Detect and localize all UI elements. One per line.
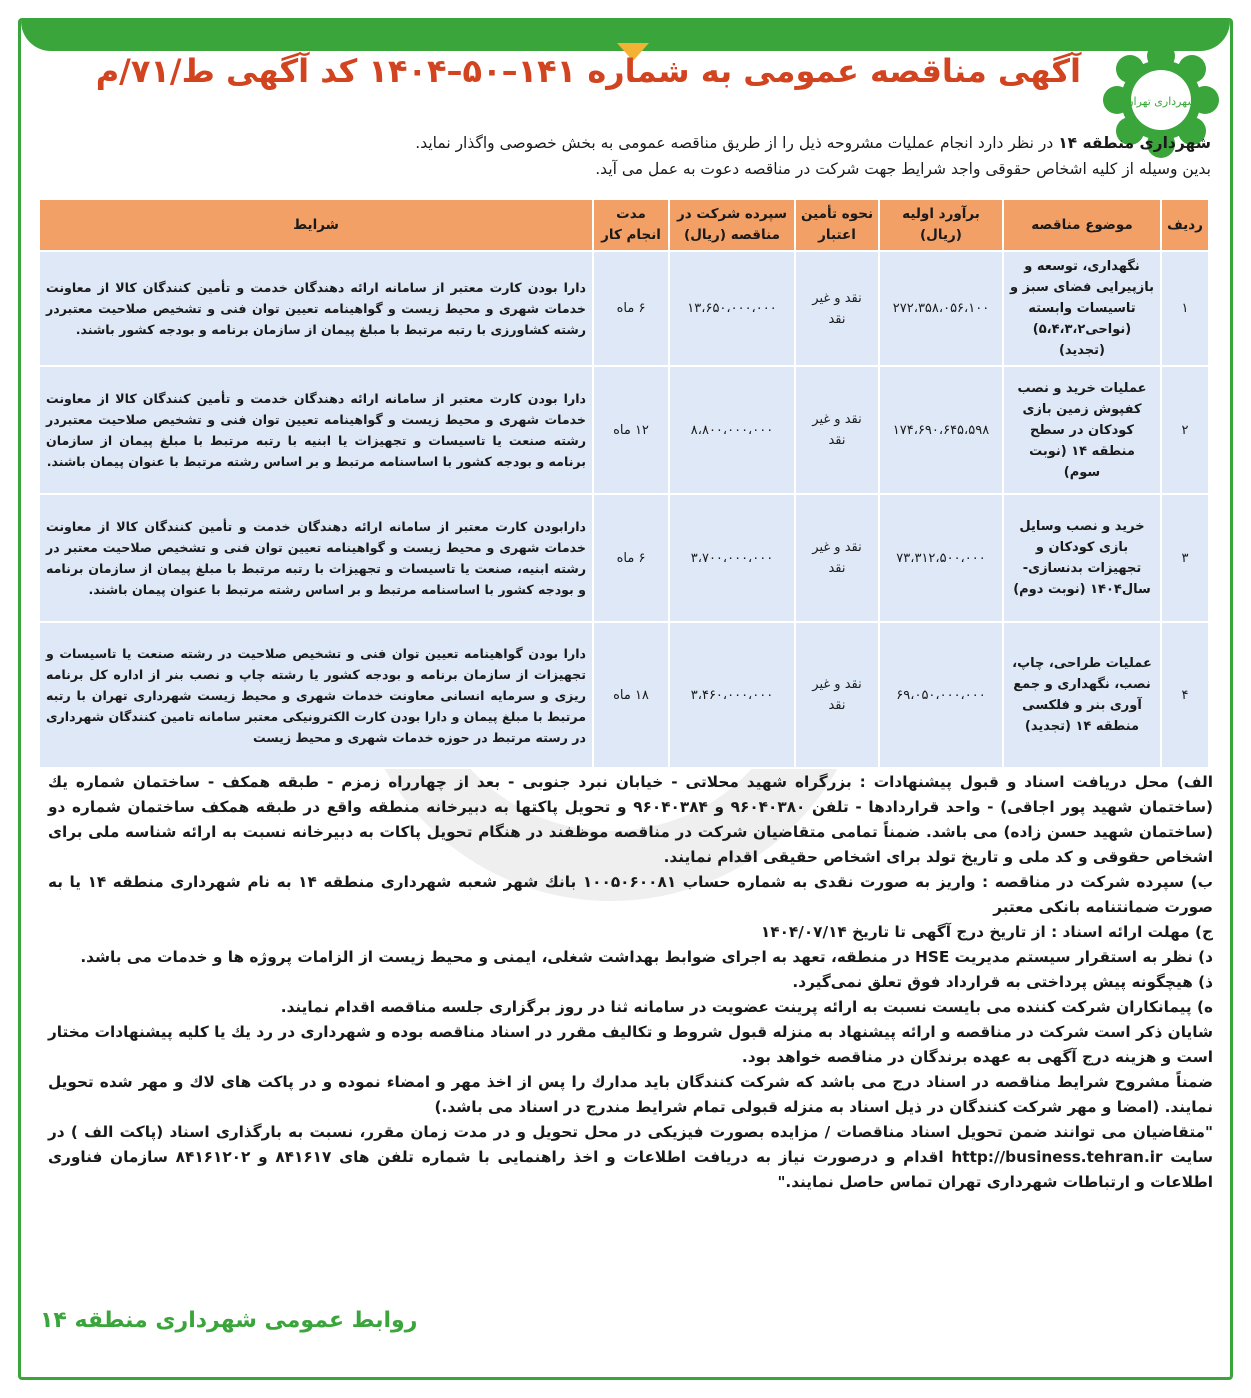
section-dal: د) نظر به استقرار سیستم مدیریت HSE در منطقه، تعهد به اجرای ضوابط بهداشت شغلی، ایمنی و محیط زیست از الزامات پروژه ها و خدمات می باشد. [80,948,1213,966]
section-be-text: واریز به صورت نقدی به شماره حساب ۱۰۰۵۰۶۰۰۸۱ بانك شهر شعبه شهرداری منطقه ۱۴ به نام شهرداری منطقه ۱۴ یا به صورت ضمانتنامه بانکی معتبر [48,873,1213,916]
cell-funding: نقد و غیر نقد [795,366,879,494]
cell-deposit: ۸،۸۰۰،۰۰۰،۰۰۰ [669,366,795,494]
cell-subject: عملیات خرید و نصب کفپوش زمین بازی کودکان در سطح منطقه ۱۴ (نوبت سوم) [1003,366,1161,494]
cell-subject: خرید و نصب وسایل بازی کودکان و تجهیزات بدنسازی- سال۱۴۰۴ (نوبت دوم) [1003,494,1161,622]
section-be [48,870,1213,920]
cell-conditions: دارابودن کارت معتبر از سامانه ارائه دهندگان خدمت و تأمین کنندگان کالا از معاونت خدمات شهری و محیط زیست و گواهینامه تعیین توان فنی و تشخیص صلاحیت معتبر در رشته ابنیه، صنعت یا تاسیسات و تجهیزات با رتبه مرتبط با مبلغ پیمان از سازمان برنامه و بودجه کشور با اساسنامه مرتبط و بر اساس رشته مرتبط با عنوان پیمان باشند. [39,494,593,622]
header-deposit: سپرده شرکت در مناقصه (ریال) [669,199,795,251]
cell-subject: عملیات طراحی، چاپ، نصب، نگهداری و جمع آوری بنر و فلکسی منطقه ۱۴ (تجدید) [1003,622,1161,768]
cell-duration: ۶ ماه [593,251,669,366]
section-jim [48,920,1213,945]
note-3: "متقاضیان می توانند ضمن تحویل اسناد مناقصات / مزایده بصورت فیزیکی در محل تحویل و در مدت زمان مقرر، نسبت به بارگذاری اسناد (پاکت الف ) در سایت http://business.tehran.ir اقدام و درصورت نیاز به دریافت اطلاعات و اخذ راهنمایی با شماره تلفن های ۸۴۱۶۱۷ و ۸۴۱۶۱۲۰۲ سازمان فناوری اطلاعات و ارتباطات شهرداری تهران تماس حاصل نمایند." [48,1123,1213,1191]
intro-org: شهرداری منطقه ۱۴ [1058,134,1211,152]
page-title [95,52,1081,90]
cell-estimate: ۱۷۴،۶۹۰،۶۴۵،۵۹۸ [879,366,1003,494]
section-zal: ذ) هیچگونه پیش پرداختی به قرارداد فوق تعلق نمی‌گیرد. [792,973,1213,991]
cell-conditions: دارا بودن کارت معتبر از سامانه ارائه دهندگان خدمت و تأمین کنندگان کالا از معاونت خدمات شهری و محیط زیست و گواهینامه تعیین توان فنی و تشخیص صلاحیت معتبردر رشته کشاورزی با رتبه مرتبط با مبلغ پیمان از سازمان برنامه و بودجه کشور باشند. [39,251,593,366]
section-jim-label: ج) مهلت ارائه اسناد : [1051,923,1213,941]
cell-conditions: دارا بودن کارت معتبر از سامانه ارائه دهندگان خدمت و تأمین کنندگان کالا از معاونت خدمات شهری و محیط زیست و گواهینامه تعیین توان فنی و تشخیص صلاحیت معتبردر رشته صنعت یا تاسیسات و تجهیزات یا ابنیه با رتبه مرتبط با مبلغ پیمان از سازمان برنامه و بودجه کشور با اساسنامه مرتبط و بر اساس رشته مرتبط با عنوان پیمان باشند. [39,366,593,494]
cell-subject: نگهداری، توسعه و بازپیرایی فضای سبز و تاسیسات وابسته (نواحی۵،۴،۳،۲) (تجدید) [1003,251,1161,366]
tender-table [38,198,1210,769]
cell-funding: نقد و غیر نقد [795,494,879,622]
section-alef-label: الف) محل دریافت اسناد و قبول پیشنهادات : [859,773,1213,791]
cell-conditions: دارا بودن گواهینامه تعیین توان فنی و تشخیص صلاحیت در رشته صنعت یا تاسیسات و تجهیزات از سازمان برنامه و بودجه کشور یا رشته چاپ و نصب بنر از اداره کل برنامه ریزی و سرمایه انسانی معاونت خدمات شهری و محیط زیست شهرداری تهران با رتبه مرتبط با مبلغ پیمان و دارا بودن کارت الکترونیکی معتبر سامانه تامین کنندگان شهرداری در رسته مرتبط در حوزه خدمات شهری و محیط زیست [39,622,593,768]
cell-duration: ۶ ماه [593,494,669,622]
intro-paragraph [81,130,1211,182]
note-1: شایان ذکر است شرکت در مناقصه و ارائه پیشنهاد به منزله قبول شروط و تکالیف مقرر در اسناد مناقصه بوده و شهرداری در رد یك یا کلیه پیشنهادات مختار است و هزینه درج آگهی به عهده برندگان در مناقصه خواهد بود. [48,1023,1213,1066]
cell-duration: ۱۸ ماه [593,622,669,768]
table-row [39,622,1209,768]
section-he: ه) پیمانکاران شرکت کننده می بایست نسبت به ارائه پرینت عضویت در سامانه ثنا در روز برگزاری جلسه مناقصه اقدام نمایند. [280,998,1213,1016]
cell-estimate: ۶۹،۰۵۰،۰۰۰،۰۰۰ [879,622,1003,768]
section-alef [48,770,1213,870]
public-relations-signature: روابط عمومی شهرداری منطقه ۱۴ [40,1308,418,1333]
section-alef-text: بزرگراه شهید محلاتی - خیابان نبرد جنوبی - بعد از چهارراه زمزم - طبقه همکف - ساختمان شماره یك (ساختمان شهید پور اجاقی) - واحد قراردادها - تلفن ۹۶۰۴۰۳۸۰ و ۹۶۰۴۰۳۸۴ و تحویل پاکتها به دبیرخانه منطقه واقع در طبقه همکف ساختمان شماره دو (ساختمان شهید حسن زاده) می باشد. ضمناً تمامی متقاضیان شرکت در مناقصه موظفند در هنگام تحویل پاکات به دبیرخانه نسبت به ارائه شناسه ملی برای اشخاص حقوقی و کد ملی و تاریخ تولد برای اشخاص حقیقی اقدام نمایند. [48,773,1213,866]
cell-estimate: ۲۷۲،۳۵۸،۰۵۶،۱۰۰ [879,251,1003,366]
cell-row-number: ۱ [1161,251,1209,366]
title-text: آگهی مناقصه عمومی به شماره ۱۴۱–۵۰–۱۴۰۴ کد آگهی ط/۷۱/م [95,52,1081,90]
cell-funding: نقد و غیر نقد [795,251,879,366]
notice-body [48,770,1213,1195]
cell-estimate: ۷۳،۳۱۲،۵۰۰،۰۰۰ [879,494,1003,622]
table-row [39,251,1209,366]
cell-deposit: ۱۳،۶۵۰،۰۰۰،۰۰۰ [669,251,795,366]
note-2: ضمناً مشروح شرایط مناقصه در اسناد درج می باشد که شرکت کنندگان باید مدارك را پس از اخذ مهر و امضاء نموده و در پاکت های لاك و مهر شده تحویل نمایند. (امضا و مهر شرکت کنندگان در ذیل اسناد به منزله قبولی تمام شرایط مندرج در اسناد می باشد.) [48,1073,1213,1116]
table-header-row [39,199,1209,251]
cell-duration: ۱۲ ماه [593,366,669,494]
header-row-number: ردیف [1161,199,1209,251]
cell-row-number: ۴ [1161,622,1209,768]
cell-row-number: ۲ [1161,366,1209,494]
header-estimate: برآورد اولیه (ریال) [879,199,1003,251]
cell-deposit: ۳،۴۶۰،۰۰۰،۰۰۰ [669,622,795,768]
section-jim-text: از تاریخ درج آگهی تا تاریخ ۱۴۰۴/۰۷/۱۴ [760,923,1052,941]
cell-row-number: ۳ [1161,494,1209,622]
logo-text: شهرداری تهران [1125,95,1197,108]
table-row [39,366,1209,494]
intro-line2: بدین وسیله از کلیه اشخاص حقوقی واجد شرایط جهت شرکت در مناقصه دعوت به عمل می آید. [595,160,1211,178]
cell-deposit: ۳،۷۰۰،۰۰۰،۰۰۰ [669,494,795,622]
cell-funding: نقد و غیر نقد [795,622,879,768]
intro-line1: در نظر دارد انجام عملیات مشروحه ذیل را از طریق مناقصه عمومی به بخش خصوصی واگذار نماید. [415,134,1059,152]
header-conditions: شرایط [39,199,593,251]
table-row [39,494,1209,622]
section-be-label: ب) سپرده شرکت در مناقصه : [982,873,1213,891]
header-funding: نحوه تأمین اعتبار [795,199,879,251]
header-duration: مدت انجام کار [593,199,669,251]
header-subject: موضوع مناقصه [1003,199,1161,251]
